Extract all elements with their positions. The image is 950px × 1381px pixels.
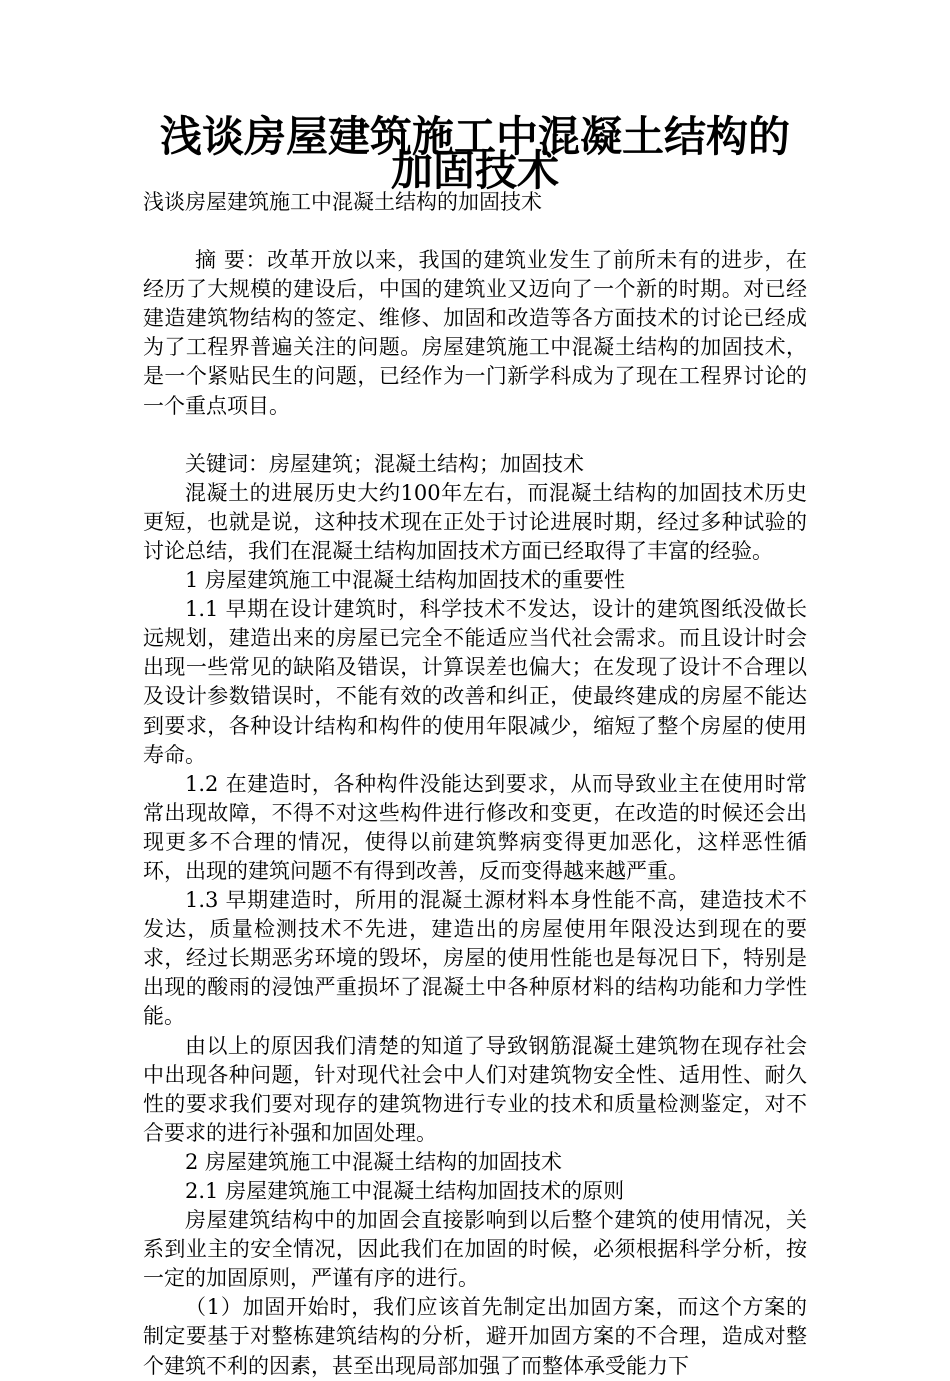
document-title: 浅谈房屋建筑施工中混凝土结构的加固技术 — [159, 112, 790, 195]
intro-paragraph: 混凝土的进展历史大约100年左右，而混凝土结构的加固技术历史更短，也就是说，这种技术现在正处于讨论进展时期，经过多种试验的讨论总结，我们在混凝土结构加固技术方面已经取得了丰富的经验。 — [143, 480, 807, 563]
paragraph-1-2: 1.2 在建造时，各种构件没能达到要求，从而导致业主在使用时常常出现故障，不得不对这些构件进行修改和变更，在改造的时候还会出现更多不合理的情况，使得以前建筑弊病变得更加恶化，这样恶性循环，出现的建筑问题不有得到改善，反而变得越来越严重。 — [143, 771, 807, 883]
abstract-paragraph: 摘 要：改革开放以来，我国的建筑业发生了前所未有的进步，在经历了大规模的建设后，中国的建筑业又迈向了一个新的时期。对已经建造建筑物结构的签定、维修、加固和改造等各方面技术的讨论已经成为了工程界普遍关注的问题。房屋建筑施工中混凝土结构的加固技术，是一个紧贴民生的问题，已经作为一门新学科成为了现在工程界讨论的一个重点项目。 — [143, 248, 807, 418]
document-page — [143, 112, 807, 1381]
section-2-1-heading: 2.1 房屋建筑施工中混凝土结构加固技术的原则 — [185, 1179, 625, 1203]
paragraph-2-1: 房屋建筑结构中的加固会直接影响到以后整个建筑的使用情况，关系到业主的安全情况，因此我们在加固的时候，必须根据科学分析，按一定的加固原则，严谨有序的进行。 — [143, 1208, 807, 1291]
section-1-heading: 1 房屋建筑施工中混凝土结构加固技术的重要性 — [185, 568, 626, 593]
keywords-line: 关键词：房屋建筑；混凝土结构；加固技术 — [185, 451, 584, 476]
section-2-heading: 2 房屋建筑施工中混凝土结构的加固技术 — [185, 1149, 563, 1174]
paragraph-1-3: 1.3 早期建造时，所用的混凝土源材料本身性能不高，建造技术不发达，质量检测技术不先进，建造出的房屋使用年限没达到现在的要求，经过长期恶劣环境的毁坏，房屋的使用性能也是每况日下，特别是出现的酸雨的浸蚀严重损坏了混凝土中各种原材料的结构功能和力学性能。 — [143, 888, 807, 1029]
document-subtitle: 浅谈房屋建筑施工中混凝土结构的加固技术 — [143, 190, 542, 214]
paragraph-2-1-item-1: （1）加固开始时，我们应该首先制定出加固方案，而这个方案的制定要基于对整栋建筑结构的分析，避开加固方案的不合理，造成对整个建筑不利的因素，甚至出现局部加强了而整体承受能力下 — [143, 1295, 807, 1378]
paragraph-1-1: 1.1 早期在设计建筑时，科学技术不发达，设计的建筑图纸没做长远规划，建造出来的房屋已完全不能适应当代社会需求。而且设计时会出现一些常见的缺陷及错误，计算误差也偏大；在发现了设计不合理以及设计参数错误时，不能有效的改善和纠正，使最终建成的房屋不能达到要求，各种设计结构和构件的使用年限减少，缩短了整个房屋的使用寿命。 — [143, 597, 807, 767]
summary-paragraph: 由以上的原因我们清楚的知道了导致钢筋混凝土建筑物在现存社会中出现各种问题，针对现代社会中人们对建筑物安全性、适用性、耐久性的要求我们要对现存的建筑物进行专业的技术和质量检测鉴定，对不合要求的进行补强和加固处理。 — [143, 1033, 807, 1145]
